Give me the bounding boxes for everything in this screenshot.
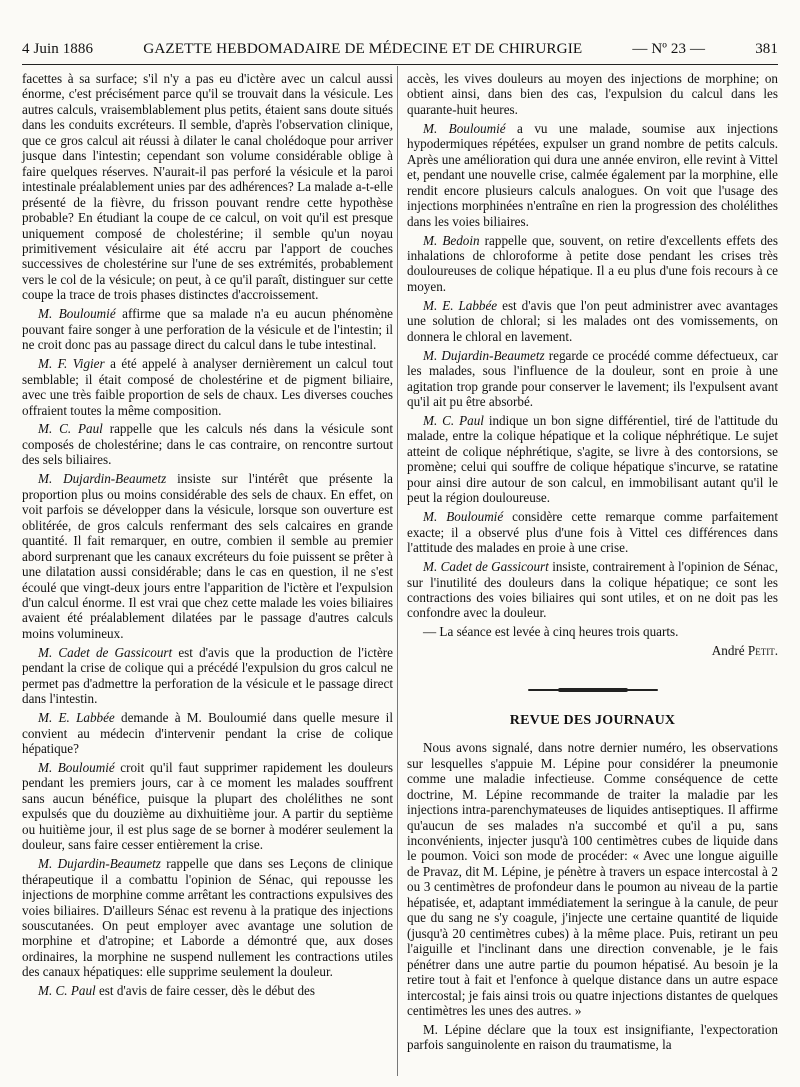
speaker-name: M. Dujardin-Beaumetz: [38, 471, 167, 487]
paragraph-text: rappelle que les calculs nés dans la vésicule sont composés de cholestérine; dans le cas contraire, on rencontre surtout des sels biliaires.: [22, 421, 393, 468]
paragraph-text: facettes à sa surface; s'il n'y a pas eu d'ictère avec un calcul aussi énorme, c'est précisément parce qu'il se trouvait dans la vésicule. Les autres calculs, vraisemblablement plus petits, étaient sans doute situés dans les conduits excréteurs. Il semble, d'après l'observation clinique, que ce gros calcul ait réussi à dilater le canal cholédoque pour arriver jusque dans l'intestin; cependant son volume considérable oblige à faire quelques réserves. N'aurait-il pas perforé la vésicule et la paroi intestinale préalablement unies par des adhérences? La malade a-t-elle présenté de la fièvre, du frisson pouvant rendre cette hypothèse probable? En étudiant la coupe de ce calcul, on voit qu'il est presque uniquement composé de cholestérine; il semble qu'un noyau primitivement vésiculaire ait été accru par l'apport de couches successives de cholestérine sur l'une de ses extrémités, probablement vers le col de la vésicule; on peut, à ce qu'il paraît, distinguer sur cette coupe la trace de trois phases distinctes d'accroissement.: [22, 71, 393, 303]
speaker-name: M. C. Paul: [423, 413, 484, 429]
page-number: 381: [755, 41, 778, 57]
revue-des-journaux: [407, 740, 778, 1053]
paragraph-text: M. Lépine déclare que la toux est insignifiante, l'expectoration parfois sanguinolente en raison du traumatisme, la: [407, 1021, 778, 1053]
paragraph-text: rappelle que, souvent, on retire d'excellents effets des inhalations de chloroforme à petite dose pendant les crises très douloureuses de colique hépatique. Il a eu plus d'une fois recours à ce moyen.: [407, 232, 778, 294]
paragraph-text: — La séance est levée à cinq heures trois quarts.: [423, 624, 679, 640]
paragraph-text: demande à M. Bouloumié dans quelle mesure il convient au médecin d'intervenir pendant la crise de colique hépatique?: [22, 710, 393, 757]
paragraph: [407, 1022, 778, 1053]
paragraph: [407, 413, 778, 506]
paragraph-text: croit qu'il faut supprimer rapidement les douleurs pendant les premiers jours, car à ce moment les malades souffrent sans aucun bénéfice, puisque la plupart des cholélithes ne sont expulsés que du douzième au dixhuitième jour. A partir du septième ou huitième jour, il est plus sage de se borner à modérer seulement la douleur, sans faire cesser entièrement la crise.: [22, 759, 393, 853]
paragraph: [22, 356, 393, 418]
paragraph: [22, 71, 393, 303]
right-column: [407, 71, 778, 1056]
paragraph: [22, 471, 393, 641]
section-separator: [528, 689, 658, 691]
signature: [407, 643, 778, 658]
journal-title: GAZETTE HEBDOMADAIRE DE MÉDECINE ET DE CHIRURGIE: [143, 40, 583, 57]
paragraph: [22, 856, 393, 980]
paragraph-text: a été appelé à analyser dernièrement un calcul tout semblable; il était composé de cholestérine et de pigment biliaire, avec une très faible proportion de sels de chaux. Les diverses couches offraient toutes la même composition.: [22, 356, 393, 418]
speaker-name: M. Bouloumié: [38, 759, 115, 775]
speaker-name: M. Bouloumié: [423, 120, 506, 136]
speaker-name: M. F. Vigier: [38, 356, 105, 372]
speaker-name: M. C. Paul: [38, 421, 103, 437]
paragraph: [407, 121, 778, 229]
speaker-name: M. Cadet de Gassicourt: [423, 559, 549, 575]
section-title: REVUE DES JOURNAUX: [509, 712, 676, 728]
speaker-name: M. Bouloumié: [423, 509, 504, 525]
paragraph: [407, 509, 778, 555]
paragraph-text: est d'avis que l'on peut administrer avec avantages une solution de chloral; si les malades ont des vomissements, on donnera le chloral en lavement.: [407, 297, 778, 344]
speaker-name: M. Bouloumié: [38, 306, 116, 322]
column-divider: [397, 66, 398, 1076]
speaker-name: M. Bedoin: [423, 232, 480, 248]
left-column: [22, 71, 393, 1002]
speaker-name: M. E. Labbée: [423, 297, 498, 313]
paragraph: [22, 983, 393, 998]
paragraph: [22, 760, 393, 853]
paragraph-text: indique un bon signe différentiel, tiré de l'attitude du malade, entre la colique hépatique et la colique néphrétique. Le sujet atteint de colique néphrétique, s'agite, se livre à des contorsions, se promène; celui qui souffre de colique hépatique s'incurve, se ratatine pour ainsi dire autour de son calcul, en immobilisant autant qu'il le peut la région douloureuse.: [407, 413, 778, 506]
paragraph: [407, 298, 778, 344]
signature-last: Petit.: [747, 643, 778, 659]
paragraph: [22, 645, 393, 707]
paragraph-text: est d'avis de faire cesser, dès le début des: [95, 983, 315, 999]
paragraph-text: regarde ce procédé comme défectueux, car les malades, sous l'influence de la douleur, sont en proie à une agitation trop grande pour conserver le lavement; ils l'expulsent avant qu'il ait pu être absorbé.: [407, 347, 778, 410]
paragraph: [22, 710, 393, 756]
speaker-name: M. C. Paul: [38, 983, 96, 999]
paragraph: [407, 624, 778, 639]
paragraph-text: insiste sur l'intérêt que présente la proportion plus ou moins considérable des sels de chaux. En effet, on voit parfois se développer dans la vésicule, lorsque son ouverture est oblitérée, de gros calculs renfermant des sels calcaires en grande quantité. Il fait remarquer, en outre, combien il semble au premier abord surprenant que les canaux excréteurs du foie puissent se prêter à une dilatation aussi considérable; dans le cas en question, il ne s'est écoulé que vingt-deux jours entre l'apparition de l'ictère et l'expulsion d'un calcul énorme. Il est vrai que chez cette malade les voies biliaires avaient été préalablement dilatées par le passage d'autres calculs moins volumineux.: [22, 471, 394, 641]
paragraph-text: rappelle que dans ses Leçons de clinique thérapeutique il a combattu l'opinion de Sénac, qui repousse les injections de morphine comme arrêtant les contractions expulsives des voies biliaires. D'ailleurs Sénac est revenu à la pratique des injections souscutanées. On peut employer avec avantage une solution de morphine et d'atropine; et Laborde a démontré que, aux doses ordinaires, la morphine ne suspend nullement les contractions utiles des canaux hépatiques: elle supprime seulement la douleur.: [22, 856, 394, 980]
paragraph: [407, 71, 778, 117]
paragraph: [407, 559, 778, 621]
signature-first: André: [711, 643, 745, 659]
paragraph-text: considère cette remarque comme parfaitement exacte; il a observé plus d'une fois à Vittel ces différences dans l'attitude des malades en proie à une crise.: [407, 509, 778, 556]
paragraph-text: Nous avons signalé, dans notre dernier numéro, les observations sur lesquelles s'appuie M. Lépine pour considérer la pneumonie comme une maladie infectieuse. Comme conséquence de cette doctrine, M. Lépine recommande de traiter la maladie par les injections intra-parenchymateuses de liquides antiseptiques. Il affirme qu'aucun de ses malades n'a succombé et qu'il a pu, sans inconvénients, injecter jusqu'à 100 centimètres cubes de liquide dans le poumon. Voici son mode de procéder: « Avec une longue aiguille de Pravaz, dit M. Lépine, je pénètre à travers un espace intercostal à 2 ou 3 centimètres de profondeur dans le poumon au niveau de la partie hépatisée, et, adaptant immédiatement la seringue à la canule, de peur que du sang ne s'y coagule, j'injecte une certaine quantité de liquide (jusqu'à 20 centimètres cubes) à la même place. Puis, retirant un peu l'aiguille et l'inclinant dans une direction convenable, je le fais pénétrer dans une autre partie du poumon hépatisé. Au besoin je la retire tout à fait et l'enfonce à quelque distance dans un autre espace intercostal; je fais ainsi trois ou quatre injections distantes de quelques centimètres les unes des autres. »: [407, 740, 778, 1018]
paragraph-text: est d'avis que la production de l'ictère pendant la crise de colique qui a précédé l'expulsion du gros calcul ne permet pas d'admettre la perforation de la vésicule et le passage direct dans l'intestin.: [22, 644, 393, 707]
page-header: [22, 40, 778, 62]
paragraph: [407, 233, 778, 295]
paragraph-text: a vu une malade, soumise aux injections hypodermiques répétées, expulser un grand nombre de petits calculs. Après une amélioration qui dura une année environ, elle revint à Vittel et, pendant une nouvelle crise, calmée également par la morphine, elle rendit encore plusieurs calculs analogues. On voit que l'usage des injections morphinées n'entraîne en rien la progression des cholélithes dans les voies biliaires.: [407, 120, 778, 229]
paragraph-text: affirme que sa malade n'a eu aucun phénomène pouvant faire songer à une perforation de la vésicule et de l'intestin; il ne croit donc pas au passage direct du calcul dans le tube intestinal.: [22, 306, 393, 353]
paragraph: [22, 421, 393, 467]
paragraph: [22, 306, 393, 352]
issue-number: — Nº 23 —: [632, 41, 706, 57]
seance-continuation: [407, 71, 778, 640]
header-rule: [22, 64, 778, 65]
speaker-name: M. Dujardin-Beaumetz: [38, 856, 161, 872]
speaker-name: M. Cadet de Gassicourt: [38, 644, 173, 660]
paragraph-text: accès, les vives douleurs au moyen des injections de morphine; on obtient ainsi, dans bien des cas, l'expulsion du calcul dans les quarante-huit heures.: [407, 71, 778, 117]
speaker-name: M. Dujardin-Beaumetz: [423, 347, 545, 363]
paragraph-text: insiste, contrairement à l'opinion de Sénac, sur l'inutilité des douleurs dans la colique hépatique; ce sont les contractions des voies biliaires qui sont utiles, et on ne doit pas les confondre avec la douleur.: [407, 559, 778, 621]
paragraph: [407, 348, 778, 410]
header-date: 4 Juin 1886: [22, 41, 94, 57]
speaker-name: M. E. Labbée: [38, 710, 115, 726]
paragraph: [407, 740, 778, 1018]
